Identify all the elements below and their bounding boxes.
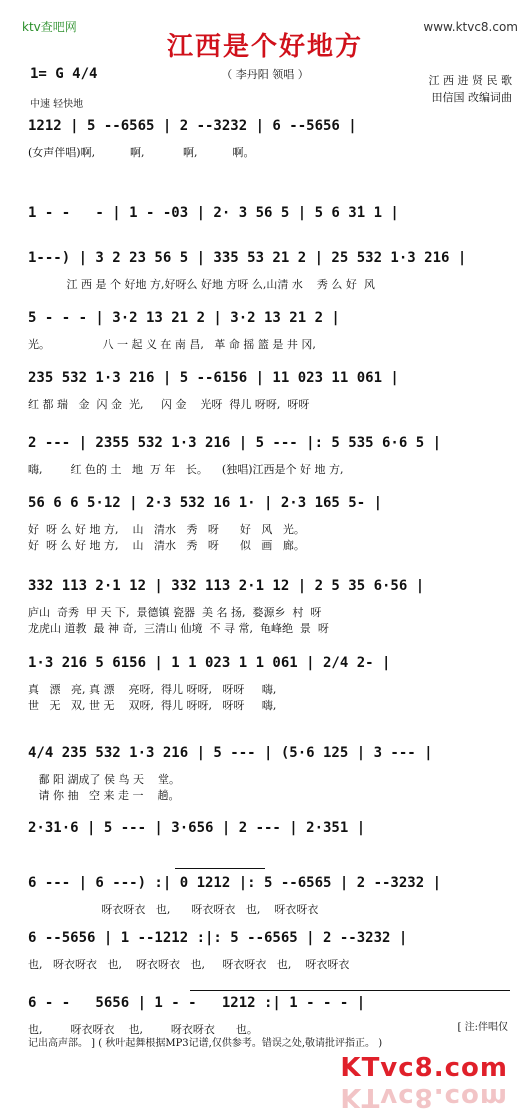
lyric-line: 也, 呀衣呀衣 也, 呀衣呀衣 也, 呀衣呀衣 也, 呀衣呀衣 (28, 958, 350, 971)
score-line: 6 - - 5656 | 1 - - 1212 :| 1 - - - | (28, 995, 366, 1011)
lyric-line: 嗨, 红 色的 土 地 万 年 长。 (独唱)江西是个 好 地 方, (28, 463, 344, 476)
lyric-line: (女声伴唱)啊, 啊, 啊, 啊。 (28, 146, 255, 159)
lyric-line: 好 呀 么 好 地 方, 山 清水 秀 呀 似 画 廊。 (28, 539, 305, 552)
credit-origin: 江 西 进 贤 民 歌 (428, 74, 512, 87)
song-title: 江西是个好地方 (166, 32, 363, 62)
lyric-line: 呀衣呀衣 也, 呀衣呀衣 也, 呀衣呀衣 (28, 903, 319, 916)
lyric-line: 江 西 是 个 好地 方,好呀么 好地 方呀 么,山清 水 秀 么 好 风 (28, 278, 375, 291)
score-line: 332 113 2·1 12 | 332 113 2·1 12 | 2 5 35 6·56 | (28, 578, 425, 594)
footer-notes (28, 1020, 508, 1052)
score-line: 2 --- | 2355 532 1·3 216 | 5 --- |: 5 535 6·6 5 | (28, 435, 442, 451)
lyric-line: 世 无 双, 世 无 双呀, 得儿 呀呀, 呀呀 嗨, (28, 699, 277, 712)
lyric-line: 庐山 奇秀 甲 天 下, 景德镇 瓷器 美 名 扬, 婺源乡 村 呀 (28, 606, 322, 619)
lyric-line: 光。 八 一 起 义 在 南 昌, 革 命 摇 篮 是 井 冈, (28, 338, 316, 351)
site-logo: KTvc8.com (340, 1053, 508, 1083)
site-logo-reflection: KTvc8.com (340, 1082, 508, 1112)
score-line: 5 - - - | 3·2 13 21 2 | 3·2 13 21 2 | (28, 310, 340, 326)
credit-composer: 田信国 改编词曲 (431, 91, 512, 104)
lyric-line: 红 都 瑞 金 闪 金 光, 闪 金 光呀 得儿 呀呀, 呀呀 (28, 398, 310, 411)
volta-bracket (370, 990, 510, 991)
score-line: 4/4 235 532 1·3 216 | 5 --- | (5·6 125 | 3 --- | (28, 745, 433, 761)
tempo-marking: 中速 轻快地 (30, 99, 84, 110)
footnote-line1: [ 注:伴唱仅 (457, 1022, 508, 1033)
lyric-line: 真 漂 亮, 真 漂 亮呀, 得儿 呀呀, 呀呀 嗨, (28, 683, 277, 696)
site-name-left: ktv查吧网 (22, 20, 77, 34)
score-line: 6 --5656 | 1 --1212 :|: 5 --6565 | 2 --3232 | (28, 930, 408, 946)
lyric-line: 也, 呀衣呀衣 也, 呀衣呀衣 也。 (28, 1023, 258, 1036)
site-url-right[interactable]: www.ktvc8.com (423, 20, 518, 34)
score-line: 1---) | 3 2 23 56 5 | 335 53 21 2 | 25 532 1·3 216 | (28, 250, 467, 266)
score-line: 235 532 1·3 216 | 5 --6156 | 11 023 11 061 | (28, 370, 399, 386)
score-line: 56 6 6 5·12 | 2·3 532 16 1· | 2·3 165 5- | (28, 495, 383, 511)
volta-bracket (190, 990, 370, 991)
score-line: 1212 | 5 --6565 | 2 --3232 | 6 --5656 | (28, 118, 357, 134)
volta-bracket (175, 868, 265, 869)
score-line: 6 --- | 6 ---) :| 0 1212 |: 5 --6565 | 2 --3232 | (28, 875, 442, 891)
score-line: 1 - - - | 1 - -03 | 2· 3 56 5 | 5 6 3̇1 1 | (28, 205, 399, 221)
singer-credit: （ 李丹阳 领唱 ） (221, 68, 309, 81)
lyric-line: 请 你 抽 空 来 走 一 趟。 (28, 789, 180, 802)
score-line: 1·3 216 5 6156 | 1 1 023 1 1 061 | 2/4 2- | (28, 655, 391, 671)
score-line: 2·31·6 | 5 --- | 3·656 | 2 --- | 2·351 | (28, 820, 366, 836)
lyric-line: 好 呀 么 好 地 方, 山 清水 秀 呀 好 风 光。 (28, 523, 305, 536)
footnote-line2: 记出高声部。 ] ( 秋叶起舞根据MP3记谱,仅供参考。错误之处,敬请批评指正。 ) (28, 1038, 383, 1049)
lyric-line: 鄱 阳 湖成了 侯 鸟 天 堂。 (28, 773, 180, 786)
lyric-line: 龙虎山 道教 最 神 奇, 三清山 仙境 不 寻 常, 龟峰绝 景 呀 (28, 622, 329, 635)
key-signature: 1= G 4/4 (30, 66, 98, 82)
